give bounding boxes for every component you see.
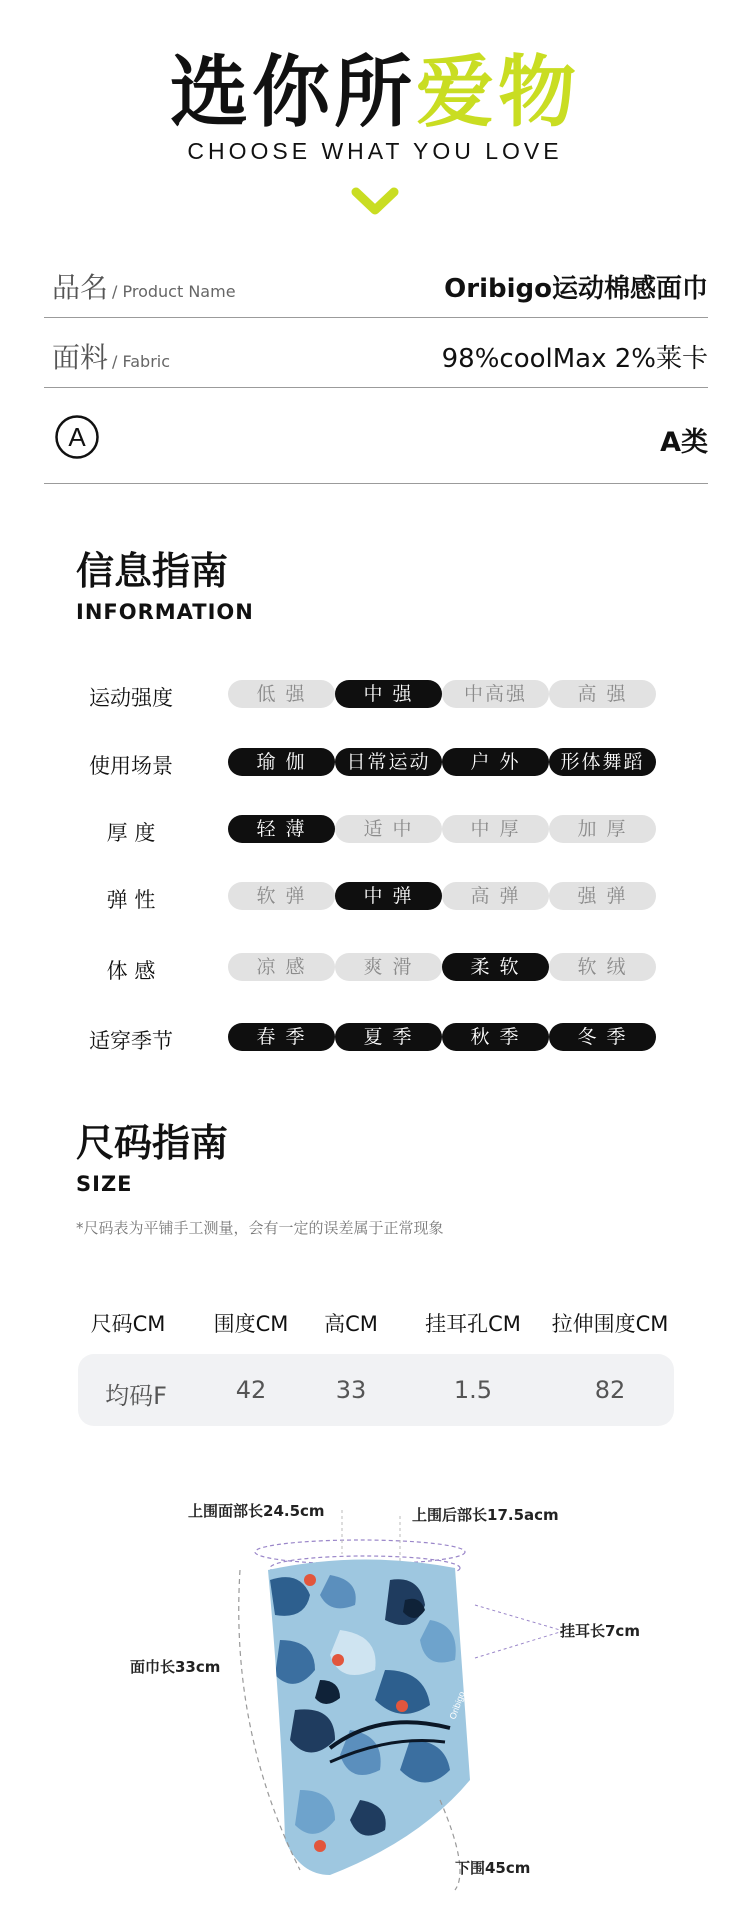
size-diagram: [0, 1480, 750, 1900]
info-option-pill: 日常运动: [335, 748, 442, 776]
bottom-label: 下围45cm: [455, 1859, 531, 1877]
size-table-row: [78, 1354, 674, 1426]
info-row-label: 使用场景: [89, 754, 173, 778]
grade-value: A类: [660, 427, 708, 458]
fabric-label: [52, 336, 170, 376]
info-option-pill: 低 强: [228, 680, 335, 708]
grade-row: [44, 388, 708, 484]
fabric-value: 98%coolMax 2%莱卡: [441, 344, 708, 374]
info-option-pill: 轻 薄: [228, 815, 335, 843]
info-option-pill: 中 强: [335, 680, 442, 708]
info-option-pill: 冬 季: [549, 1023, 656, 1051]
info-option-pill: 高 弹: [442, 882, 549, 910]
info-option-group: [228, 882, 656, 912]
size-cell: 82: [594, 1376, 626, 1404]
brand-logo-text: Oribigo: [447, 1689, 467, 1721]
info-row: [76, 882, 656, 912]
svg-text:A: A: [68, 422, 86, 452]
grade-a-icon: [54, 414, 100, 460]
info-option-pill: 夏 季: [335, 1023, 442, 1051]
info-row-label: 体 感: [106, 959, 156, 983]
info-row: [76, 680, 656, 710]
size-header-cell: 尺码CM: [90, 1312, 166, 1336]
info-row: [76, 1023, 656, 1053]
size-cell: 均码F: [105, 1382, 167, 1410]
info-subtitle: INFORMATION: [76, 600, 254, 624]
size-title: 尺码指南: [76, 1121, 229, 1165]
info-option-pill: 户 外: [442, 748, 549, 776]
info-option-pill: 春 季: [228, 1023, 335, 1051]
size-header-cell: 高CM: [324, 1312, 378, 1336]
info-row-label: 弹 性: [106, 888, 156, 912]
size-header-cell: 拉伸围度CM: [551, 1312, 669, 1336]
top-front-label: 上围面部长24.5cm: [188, 1502, 325, 1520]
info-option-pill: 凉 感: [228, 953, 335, 981]
info-option-group: [228, 1023, 656, 1053]
info-row-label: 运动强度: [89, 686, 173, 710]
size-cell: 42: [235, 1376, 267, 1404]
neck-gaiter-illustration: [0, 1480, 750, 1900]
product-name-row: [44, 250, 708, 318]
product-name-label-cn: 品名: [52, 271, 109, 304]
info-title: 信息指南: [76, 549, 229, 593]
info-option-group: [228, 953, 656, 983]
info-option-pill: 爽 滑: [335, 953, 442, 981]
size-subtitle: SIZE: [76, 1172, 133, 1196]
chevron-down-icon: [350, 186, 400, 216]
info-option-pill: 柔 软: [442, 953, 549, 981]
fabric-label-cn: 面料: [52, 341, 109, 374]
product-name-label: [52, 266, 236, 306]
info-option-pill: 形体舞蹈: [549, 748, 656, 776]
length-label: 面巾长33cm: [130, 1658, 221, 1676]
hero-subtitle: CHOOSE WHAT YOU LOVE: [187, 138, 563, 164]
size-header-cell: 围度CM: [213, 1312, 289, 1336]
size-cell: 1.5: [453, 1376, 493, 1404]
info-option-pill: 软 绒: [549, 953, 656, 981]
info-row-label: 适穿季节: [89, 1029, 173, 1053]
info-option-pill: 强 弹: [549, 882, 656, 910]
info-option-pill: 适 中: [335, 815, 442, 843]
size-table-header: [78, 1308, 678, 1338]
hero-title: [0, 30, 750, 142]
info-option-pill: 软 弹: [228, 882, 335, 910]
info-row: [76, 815, 656, 845]
info-row: [76, 953, 656, 983]
info-option-group: [228, 748, 656, 778]
info-row-label: 厚 度: [106, 821, 156, 845]
info-option-pill: 瑜 伽: [228, 748, 335, 776]
info-option-pill: 中 厚: [442, 815, 549, 843]
info-option-pill: 秋 季: [442, 1023, 549, 1051]
size-note: *尺码表为平铺手工测量，会有一定的误差属于正常现象: [76, 1219, 444, 1237]
hero-title-lime: 爱物: [416, 48, 581, 138]
hero-title-dark: 选你所: [169, 48, 416, 138]
size-cell: 33: [335, 1376, 367, 1404]
info-option-group: [228, 680, 656, 710]
info-option-group: [228, 815, 656, 845]
info-option-pill: 中 弹: [335, 882, 442, 910]
info-option-pill: 高 强: [549, 680, 656, 708]
info-option-pill: 加 厚: [549, 815, 656, 843]
fabric-label-en: / Fabric: [112, 352, 171, 371]
ear-label: 挂耳长7cm: [560, 1622, 640, 1640]
product-name-label-en: / Product Name: [112, 282, 236, 301]
size-header-cell: 挂耳孔CM: [425, 1312, 521, 1336]
product-name-value: Oribigo运动棉感面巾: [444, 274, 708, 304]
top-back-label: 上围后部长17.5acm: [412, 1506, 559, 1524]
info-row: [76, 748, 656, 778]
fabric-row: [44, 318, 708, 388]
info-option-pill: 中高强: [442, 680, 549, 708]
